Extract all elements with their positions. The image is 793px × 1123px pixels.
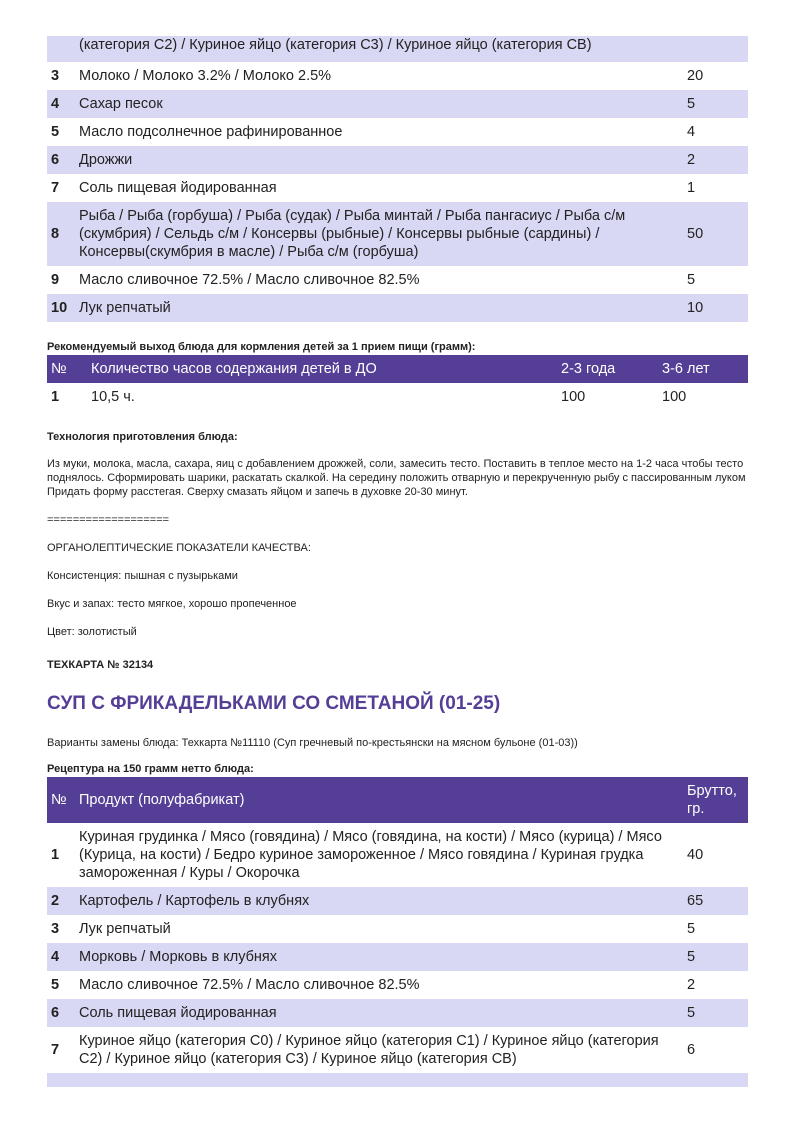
table-row	[47, 823, 748, 887]
row-product: Рыба / Рыба (горбуша) / Рыба (судак) / Рыба минтай / Рыба пангасиус / Рыба с/м (скумбрия) / Сельдь с/м / Консервы (рыбные) / Консервы рыбные (сардины) / Консервы(скумбрия в масле) / Рыба с/м (горбуша)	[75, 202, 683, 266]
row-product: Дрожжи	[75, 146, 683, 174]
row-product: Морковь / Морковь в клубнях	[75, 943, 683, 971]
row-number: 4	[47, 90, 75, 118]
taste-text: Вкус и запах: тесто мягкое, хорошо пропеченное	[47, 598, 297, 610]
row-number: 7	[51, 180, 60, 196]
ingredients-table-2	[47, 777, 748, 1087]
table-row	[47, 915, 748, 943]
row-hours: 10,5 ч.	[91, 389, 135, 405]
table-row	[47, 202, 748, 266]
row-quantity: 6	[687, 1042, 696, 1058]
dish-title: СУП С ФРИКАДЕЛЬКАМИ СО СМЕТАНОЙ (01-25)	[47, 693, 501, 714]
row-number: 5	[51, 977, 60, 993]
row-number: 2	[47, 887, 75, 915]
row-quantity: 5	[683, 943, 748, 971]
row-product: Масло подсолнечное рафинированное	[79, 124, 343, 140]
color-text: Цвет: золотистый	[47, 626, 137, 638]
row-number: 1	[51, 847, 60, 863]
table-row	[47, 1027, 748, 1073]
row-age-3-6: 100	[662, 389, 687, 405]
table-row	[47, 174, 748, 202]
table-row	[47, 90, 748, 118]
row-number: 9	[51, 272, 60, 288]
row-product: Масло сливочное 72.5% / Масло сливочное 82.5%	[79, 977, 420, 993]
table-row	[47, 999, 748, 1027]
row-quantity: 5	[687, 272, 696, 288]
recipe-caption: Рецептура на 150 грамм нетто блюда:	[47, 763, 254, 775]
row-number: 1	[51, 389, 60, 405]
row-quantity: 2	[687, 977, 696, 993]
organoleptic-heading: ОРГАНОЛЕПТИЧЕСКИЕ ПОКАЗАТЕЛИ КАЧЕСТВА:	[47, 542, 311, 554]
row-number: 8	[47, 202, 75, 266]
table-row	[47, 118, 748, 146]
row-quantity: 40	[687, 847, 704, 863]
ingredients-table-1	[47, 36, 748, 322]
table-row	[47, 62, 748, 90]
table-row	[47, 887, 748, 915]
row-product: Молоко / Молоко 3.2% / Молоко 2.5%	[79, 68, 332, 84]
row-product: Сахар песок	[75, 90, 683, 118]
table-row	[47, 266, 748, 294]
table-row	[47, 971, 748, 999]
row-product	[75, 1073, 683, 1087]
row-number: 4	[47, 943, 75, 971]
technology-text: Из муки, молока, масла, сахара, яиц с добавлением дрожжей, соли, замесить тесто. Поставить в теплое место на 1-2 часа чтобы тесто поднялось. Сформировать шарики, раскатать скалкой. На середину положить отварную и перекрученную рыбу с пассированным луком Придать форму расстегая. Сверху смазать яйцом и запечь в духовке 20-30 минут.	[47, 458, 746, 498]
consistency-text: Консистенция: пышная с пузырьками	[47, 570, 238, 582]
row-quantity: 10	[683, 294, 748, 322]
table-row	[47, 36, 748, 62]
header-product: Продукт (полуфабрикат)	[75, 777, 683, 823]
row-number: 6	[47, 146, 75, 174]
row-quantity: 4	[687, 124, 696, 140]
row-product: Куриная грудинка / Мясо (говядина) / Мясо (говядина, на кости) / Мясо (курица) / Мясо (Курица, на кости) / Бедро куриное замороженное / Мясо говядина / Куриная грудка замороженная / Куры / Окорочка	[79, 829, 662, 881]
header-gross: Брутто, гр.	[683, 777, 748, 823]
row-product: Соль пищевая йодированная	[75, 999, 683, 1027]
row-quantity: 50	[683, 202, 748, 266]
row-number: 7	[51, 1042, 60, 1058]
header-number: №	[47, 355, 87, 383]
header-age-3-6: 3-6 лет	[658, 355, 748, 383]
row-number	[47, 1073, 75, 1087]
table-row	[47, 383, 748, 411]
table-row	[47, 294, 748, 322]
separator: ===================	[47, 514, 170, 526]
row-product: Соль пищевая йодированная	[79, 180, 277, 196]
row-number: 5	[51, 124, 60, 140]
row-quantity: 5	[687, 921, 696, 937]
table-row	[47, 943, 748, 971]
row-quantity: 5	[683, 90, 748, 118]
header-age-2-3: 2-3 года	[557, 355, 658, 383]
row-product: Картофель / Картофель в клубнях	[75, 887, 683, 915]
row-product: Лук репчатый	[79, 921, 171, 937]
row-product: Куриное яйцо (категория С0) / Куриное яйцо (категория С1) / Куриное яйцо (категория С2) / Куриное яйцо (категория С3) / Куриное яйцо (категория СВ)	[79, 1033, 659, 1067]
row-quantity	[683, 1073, 748, 1087]
row-product: (категория С2) / Куриное яйцо (категория С3) / Куриное яйцо (категория СВ)	[75, 36, 683, 62]
table-row	[47, 146, 748, 174]
variants-text: Варианты замены блюда: Техкарта №11110 (Суп гречневый по-крестьянски на мясном бульоне (01-03))	[47, 737, 578, 749]
header-number: №	[47, 777, 75, 823]
yield-caption: Рекомендуемый выход блюда для кормления детей за 1 прием пищи (грамм):	[47, 341, 476, 353]
row-number: 6	[47, 999, 75, 1027]
header-hours: Количество часов содержания детей в ДО	[87, 355, 557, 383]
row-quantity: 65	[683, 887, 748, 915]
yield-header-row	[47, 355, 748, 383]
table-row	[47, 1073, 748, 1087]
row-product: Масло сливочное 72.5% / Масло сливочное 82.5%	[79, 272, 420, 288]
row-quantity: 2	[683, 146, 748, 174]
row-number	[47, 36, 75, 62]
row-number: 3	[51, 921, 60, 937]
row-number: 10	[47, 294, 75, 322]
row-quantity	[683, 36, 748, 62]
recipe-header-row	[47, 777, 748, 823]
technology-caption: Технология приготовления блюда:	[47, 431, 238, 443]
row-quantity: 20	[687, 68, 704, 84]
yield-table	[47, 355, 748, 411]
row-quantity: 1	[687, 180, 696, 196]
row-quantity: 5	[683, 999, 748, 1027]
row-number: 3	[51, 68, 60, 84]
row-product: Лук репчатый	[75, 294, 683, 322]
techcard-number: ТЕХКАРТА № 32134	[47, 659, 154, 671]
row-age-2-3: 100	[561, 389, 586, 405]
